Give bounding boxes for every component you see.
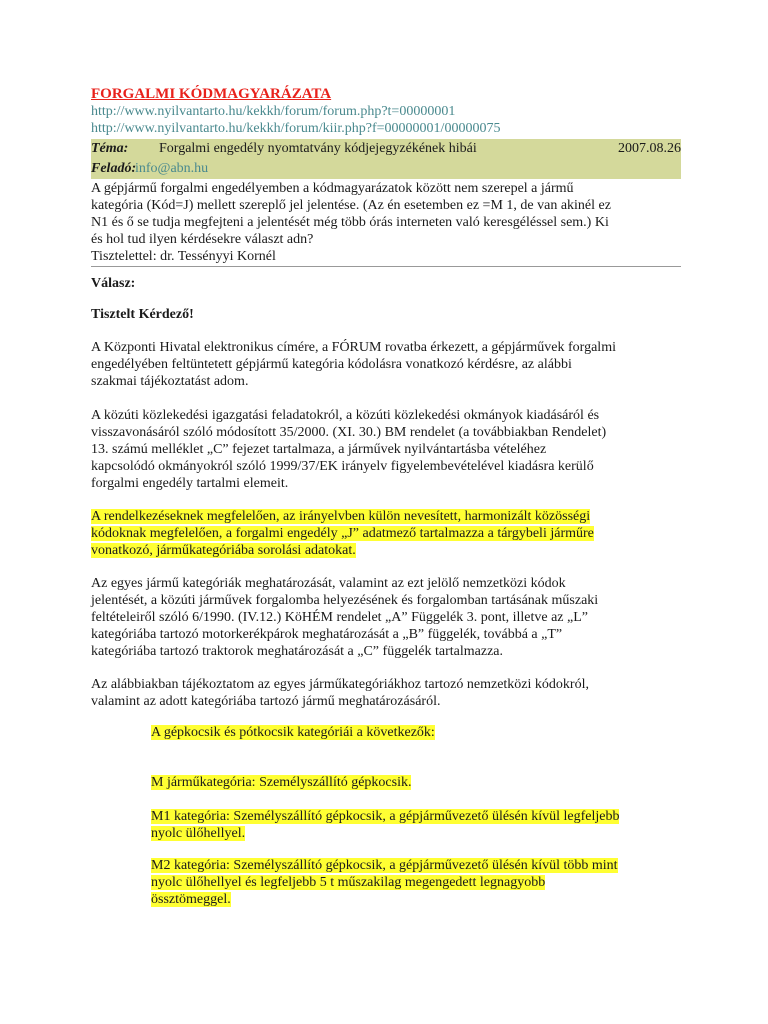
- paragraph-line: jelentését, a közúti járművek forgalomba helyezésének és forgalomban tartásának műszaki: [91, 593, 599, 608]
- paragraph-line: Az egyes jármű kategóriák meghatározását, valamint az ezt jelölő nemzetközi kódok: [91, 576, 566, 591]
- paragraph-line: kategóriába tartozó traktorok meghatározását a „C” függelék tartalmazza.: [91, 644, 504, 659]
- paragraph-line: 13. számú melléklet „C” fejezet tartalmaza, a járművek nyilvántartásba vételéhez: [91, 442, 547, 457]
- topic-row: [91, 139, 681, 159]
- paragraph-line: visszavonásáról szóló módosított 35/2000. (XI. 30.) BM rendelet (a továbbiakban Rendelet): [91, 425, 607, 440]
- highlighted-line: M2 kategória: Személyszállító gépkocsik, a gépjárművezető ülésén kívül több mint: [151, 858, 618, 873]
- paragraph-line: kapcsolódó okmányokról szóló 1999/37/EK irányelv figyelembevételével kiadásra kerülő: [91, 459, 594, 474]
- paragraph-line: A Központi Hivatal elektronikus címére, a FÓRUM rovatba érkezett, a gépjárművek forgalmi: [91, 340, 616, 355]
- highlighted-line: nyolc ülőhellyel.: [151, 826, 246, 841]
- question-line: és hol tud ilyen kérdésekre választ adn?: [91, 232, 314, 247]
- topic-label: Téma:: [91, 141, 129, 156]
- question-line: kategória (Kód=J) mellett szereplő jel jelentése. (Az én esetemben ez =M 1, de van akinél ez: [91, 198, 611, 213]
- answer-paragraph-1: [91, 339, 681, 390]
- paragraph-line: szakmai tájékoztatást adom.: [91, 374, 249, 389]
- highlighted-line: össztömeggel.: [151, 892, 231, 907]
- sender-label: Feladó:: [91, 161, 137, 176]
- category-intro: [151, 724, 676, 741]
- highlighted-line: A rendelkezéseknek megfelelően, az irányelvben külön nevesített, harmonizált közösségi: [91, 509, 591, 524]
- paragraph-line: engedélyében feltüntetett gépjármű kategória kódolásra vonatkozó kérdésre, az alábbi: [91, 357, 572, 372]
- answer-paragraph-3-highlighted: [91, 508, 681, 559]
- highlighted-line: kódoknak megfelelően, a forgalmi engedély „J” adatmező tartalmazza a tárgybeli járműre: [91, 526, 594, 541]
- highlighted-line: vonatkozó, járműkategóriába sorolási adatokat.: [91, 543, 356, 558]
- highlighted-line: M járműkategória: Személyszállító gépkocsik.: [151, 775, 412, 790]
- question-line: A gépjármű forgalmi engedélyemben a kódmagyarázatok között nem szerepel a jármű: [91, 181, 574, 196]
- question-signature: Tisztelettel: dr. Tessényyi Kornél: [91, 249, 276, 264]
- document: [91, 86, 681, 267]
- paragraph-line: valamint az adott kategóriába tartozó jármű meghatározásáról.: [91, 694, 441, 709]
- topic-value: Forgalmi engedély nyomtatvány kódjejegyzékének hibái: [159, 141, 477, 156]
- category-m2: [151, 857, 676, 908]
- paragraph-line: Az alábbiakban tájékoztatom az egyes járműkategóriákhoz tartozó nemzetközi kódokról,: [91, 677, 589, 692]
- paragraph-line: A közúti közlekedési igazgatási feladatokról, a közúti közlekedési okmányok kiadásáról és: [91, 408, 600, 423]
- answer-heading: Válasz:: [91, 276, 136, 291]
- highlighted-line: nyolc ülőhellyel és legfeljebb 5 t műszakilag megengedett legnagyobb: [151, 875, 546, 890]
- paragraph-line: forgalmi engedély tartalmi elemeit.: [91, 476, 289, 491]
- post-link[interactable]: http://www.nyilvantarto.hu/kekkh/forum/kiir.php?f=00000001/00000075: [91, 121, 501, 136]
- answer-paragraph-4: [91, 575, 681, 660]
- highlighted-line: A gépkocsik és pótkocsik kategóriái a következők:: [151, 725, 435, 740]
- question-block: [91, 180, 681, 267]
- category-m: [151, 774, 676, 791]
- paragraph-line: feltételeiről szóló 6/1990. (IV.12.) KöHÉM rendelet „A” Függelék 3. pont, illetve az „L”: [91, 610, 588, 625]
- answer-paragraph-5: [91, 676, 681, 710]
- sender-email-link[interactable]: info@abn.hu: [135, 161, 209, 176]
- forum-link[interactable]: http://www.nyilvantarto.hu/kekkh/forum/forum.php?t=00000001: [91, 104, 456, 119]
- post-date: 2007.08.26: [618, 141, 681, 156]
- category-m1: [151, 808, 676, 842]
- answer-greeting: Tisztelt Kérdező!: [91, 307, 194, 322]
- question-line: N1 és ő se tudja megfejteni a jelentését még több órás interneten való keresgéléssel sem.) Ki: [91, 215, 609, 230]
- sender-row: [91, 159, 681, 179]
- highlighted-line: M1 kategória: Személyszállító gépkocsik, a gépjárművezető ülésén kívül legfeljebb: [151, 809, 620, 824]
- paragraph-line: kategóriába tartozó motorkerékpárok meghatározását a „B” függelék, továbbá a „T”: [91, 627, 563, 642]
- answer-paragraph-2: [91, 407, 681, 492]
- document-title: FORGALMI KÓDMAGYARÁZATA: [91, 86, 332, 102]
